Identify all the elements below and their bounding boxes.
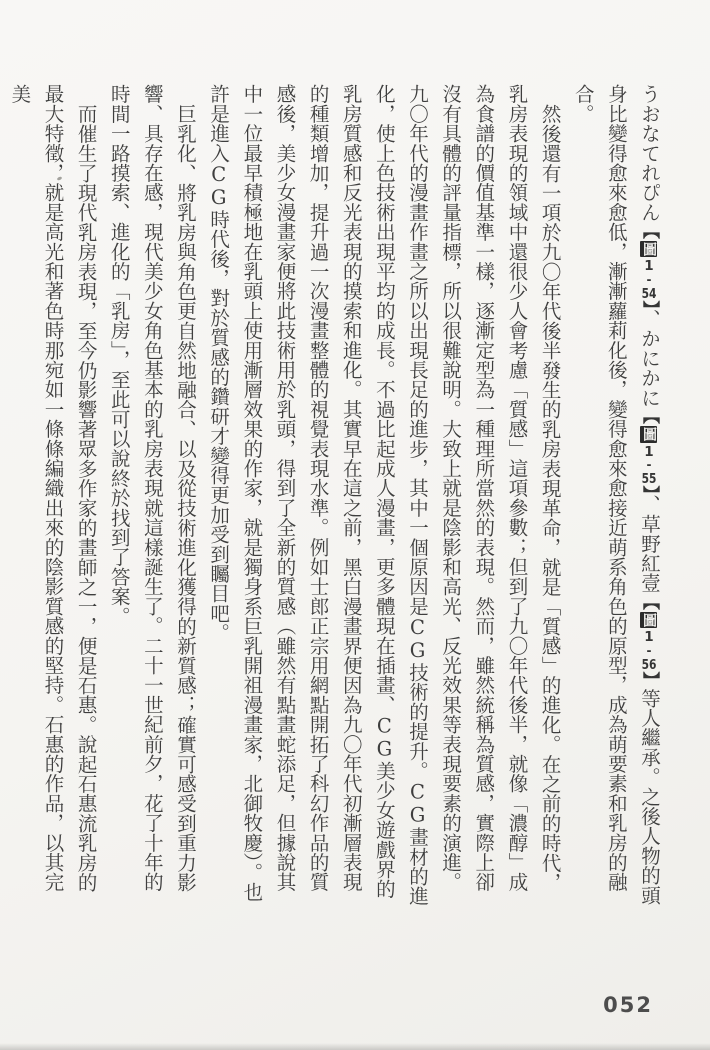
figure-reference: 【圖1-56】 <box>639 592 659 689</box>
page-number: 052 <box>603 993 653 1017</box>
text-block <box>3 84 666 906</box>
paragraph: 然後還有一項於九〇年代後半發生的乳房表現革命，就是「質感」的進化。在之前的時代，乳房表現的領域中還很少人會考慮「質感」這項參數；但到了九〇年代後半，就像「濃醇」成為食譜的價值基準一樣，逐漸定型為一種理所當然的表現。然而，雖然統稱為質感，實際上卻沒有具體的評量指標，所以很難說明。大致上就是陰影和高光、反光效果等表現要素的演進。九〇年代的漫畫作畫之所以出現長足的進步，其中一個原因是CG技術的提升。CG畫材的進化，使上色技術出現平均的成長。不過比起成人漫畫，更多體現在插畫、CG美少女遊戲界的乳房質感和反光表現的摸索和進化。其實早在這之前，黑白漫畫界便因為九〇年代初漸層表現的種類增加，提升過一次漫畫整體的視覺表現水準。例如士郎正宗用網點開拓了科幻作品的質感後，美少女漫畫家便將此技術用於乳頭，得到了全新的質感（雖然有點畫蛇添足，但據說其中一位最早積極地在乳頭上使用漸層效果的作家，就是獨身系巨乳開祖漫畫家，北御牧慶）。也許是進入CG時代後，對於質感的鑽研才變得更加受到矚目吧。 <box>207 84 562 906</box>
figure-reference: 【圖1-54】 <box>639 221 659 309</box>
figure-box-label: 圖 <box>641 612 657 627</box>
paragraph: 巨乳化、將乳房與角色更自然地融合、以及從技術進化獲得的新質感；確實可感受到重力影響、具存在感，現代美少女角色基本的乳房表現就這樣誕生了。二十一世紀前夕，花了十年的時間一路摸索、進化的「乳房」，至此可以說終於找到了答案。 <box>107 84 198 892</box>
figure-box-label: 圖 <box>641 427 657 442</box>
figure-box-label: 圖 <box>641 241 657 257</box>
paragraph: うおなてれぴん【圖1-54】、かにかに【圖1-55】、草野紅壹【圖1-56】等人繼承。之後人物的頭身比變得愈來愈低，漸漸蘿莉化後，變得愈來愈接近萌系角色的原型，成為萌要素和乳房的融合。 <box>571 84 661 905</box>
figure-reference: 【圖1-55】 <box>639 407 659 495</box>
paragraph: 而催生了現代乳房表現，至今仍影響著眾多作家的畫師之一，便是石惠。說起石惠流乳房的最大特徵，就是高光和著色時那宛如一條條編織出來的陰影質感的堅持。石惠的作品，以其完美 <box>8 84 98 892</box>
